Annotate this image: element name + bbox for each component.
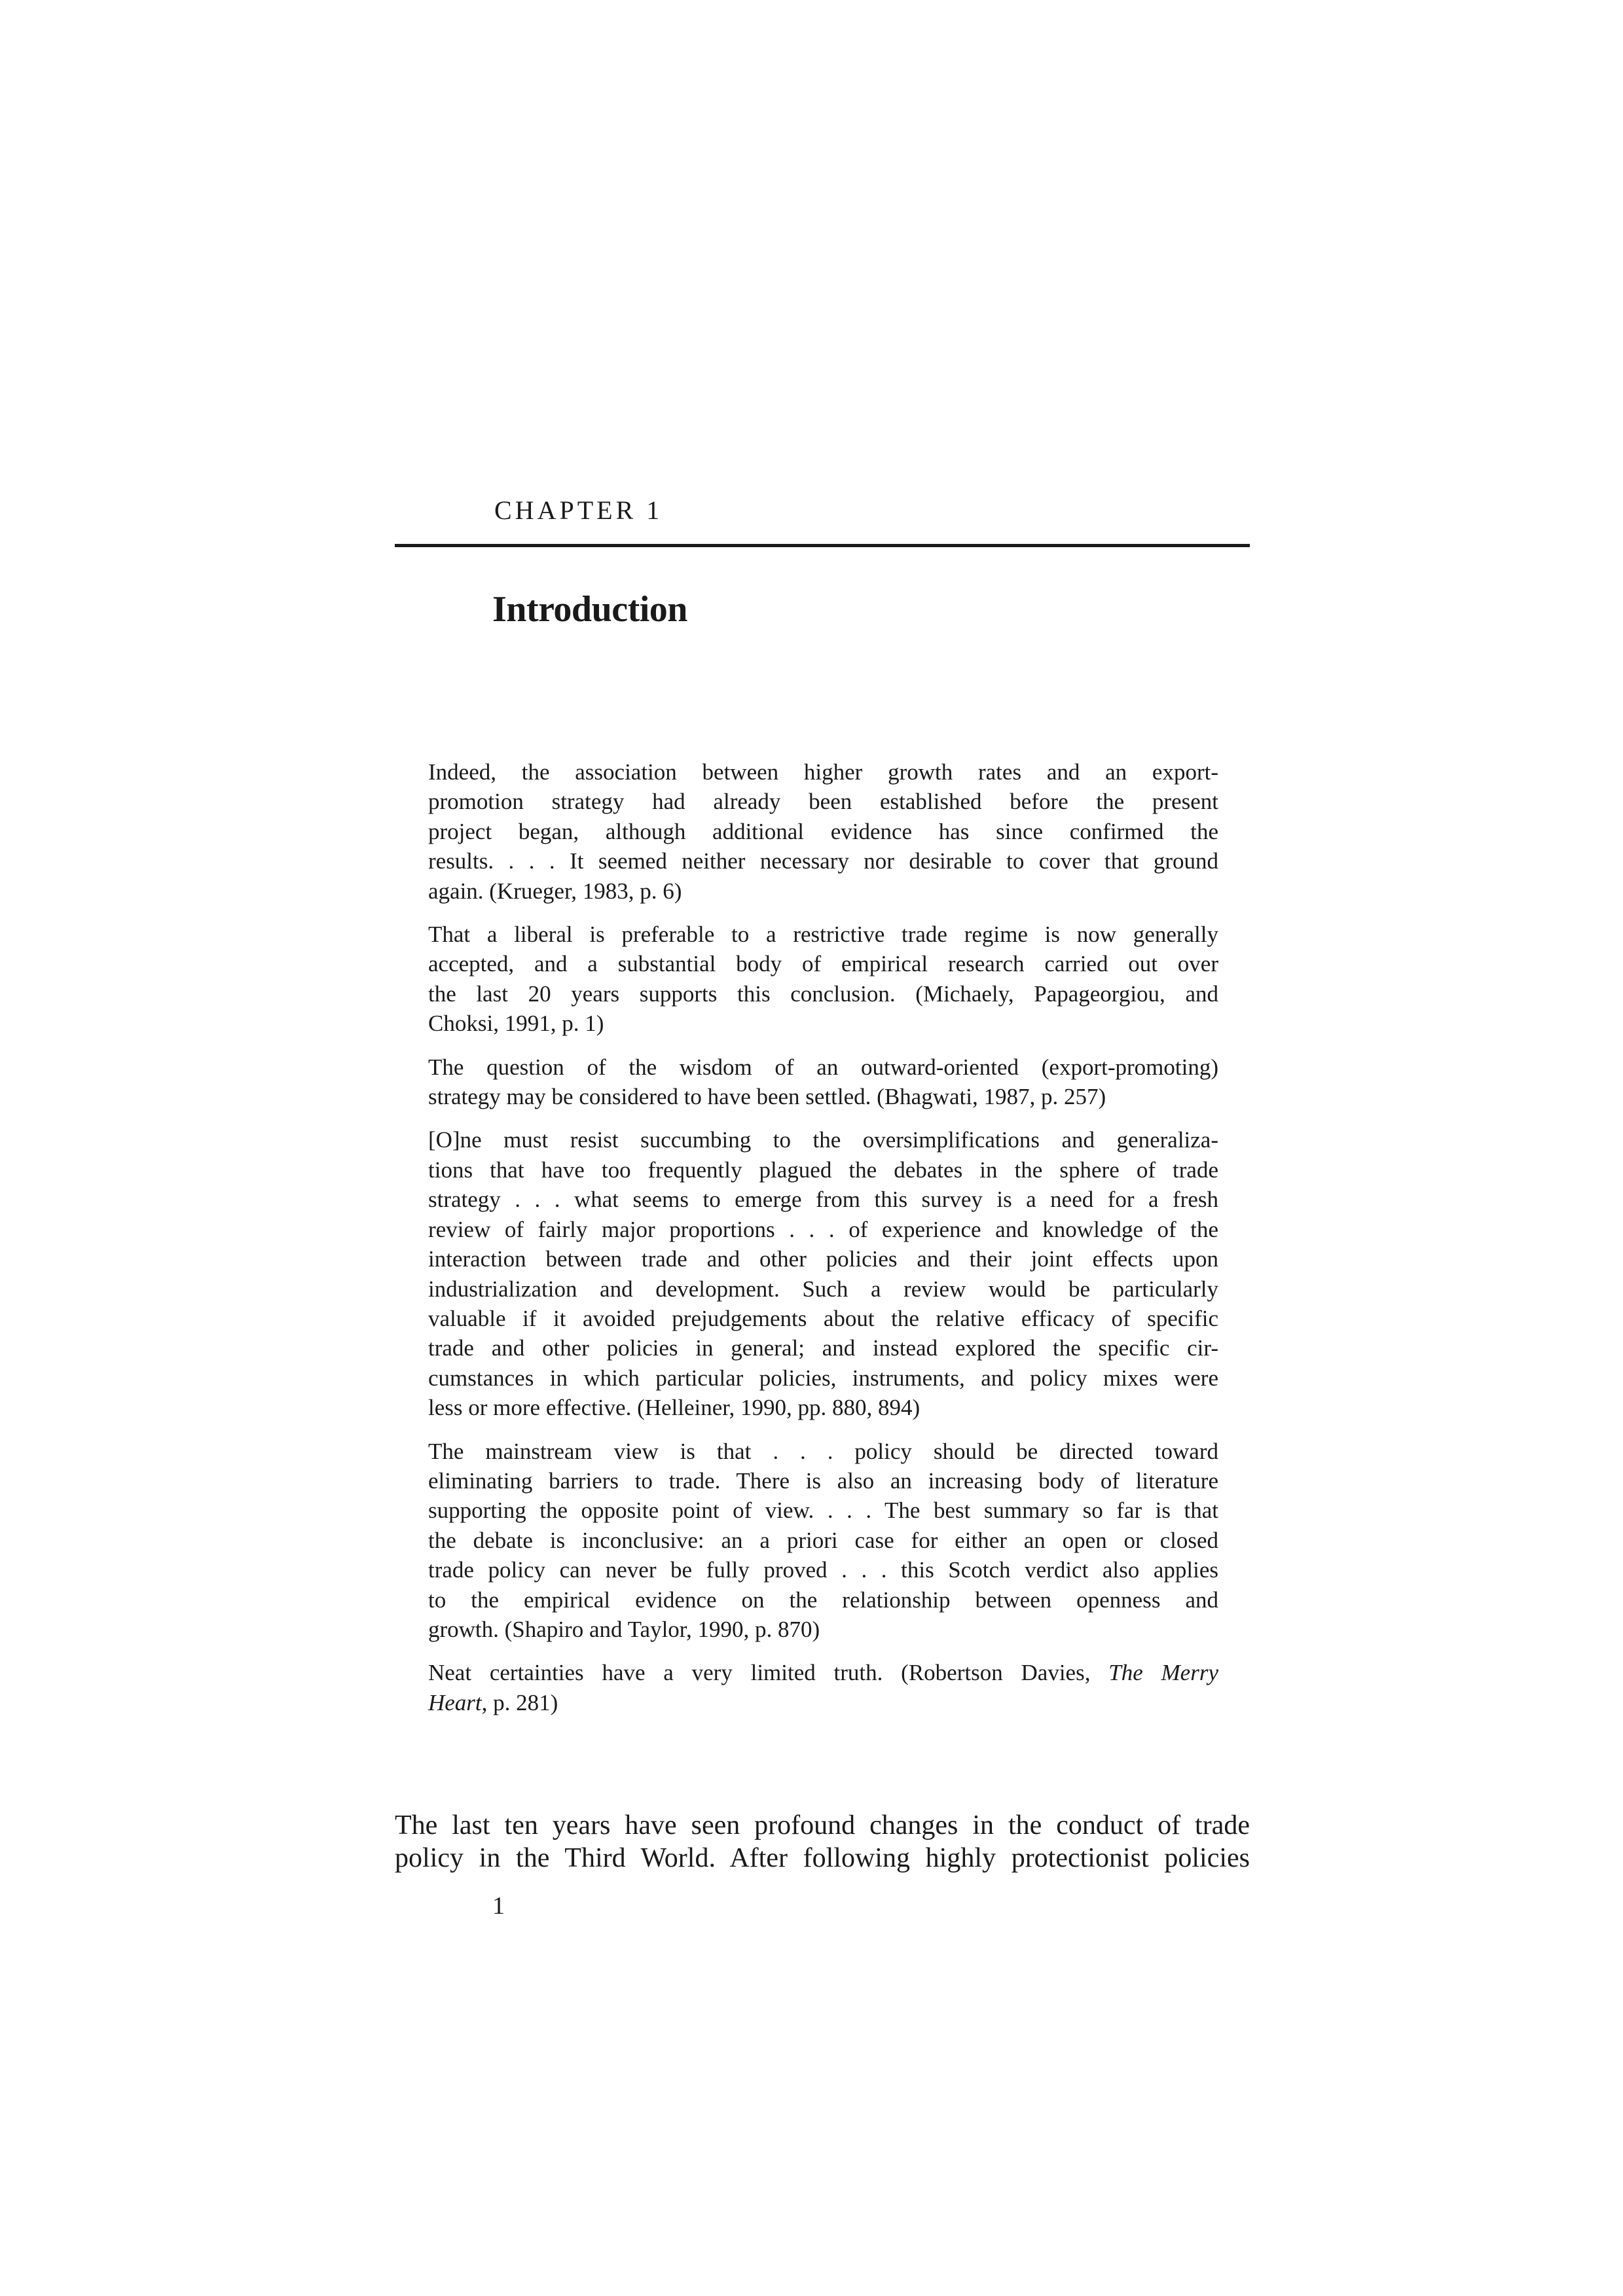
epigraph-line: growth. (Shapiro and Taylor, 1990, p. 870) [428, 1616, 820, 1642]
epigraph-line: tions that have too frequently plagued the debates in the sphere of trade [428, 1157, 1218, 1183]
epigraph-davies [428, 1658, 1218, 1717]
body-line: policy in the Third World. After following highly protectionist policies [395, 1843, 1250, 1873]
epigraph-line: valuable if it avoided prejudgements about the relative efficacy of specific [428, 1305, 1218, 1331]
epigraph-line: That a liberal is preferable to a restrictive trade regime is now generally [428, 922, 1218, 948]
epigraph-line: less or more effective. (Helleiner, 1990, pp. 880, 894) [428, 1395, 921, 1421]
epigraph-line: Neat certainties have a very limited truth. (Robertson Davies, The Merry [428, 1660, 1218, 1686]
epigraph-line: to the empirical evidence on the relationship between openness and [428, 1587, 1218, 1613]
chapter-divider [395, 544, 1250, 547]
epigraph-line: Heart, p. 281) [428, 1689, 558, 1715]
epigraph-line: trade and other policies in general; and instead explored the specific cir- [428, 1335, 1218, 1361]
epigraph-line: The mainstream view is that . . . policy should be directed toward [428, 1438, 1218, 1464]
epigraph-line: results. . . . It seemed neither necessary nor desirable to cover that ground [428, 848, 1218, 874]
epigraph-line: Choksi, 1991, p. 1) [428, 1011, 604, 1037]
epigraph-helleiner [428, 1125, 1218, 1422]
epigraph-line: [O]ne must resist succumbing to the oversimplifications and generaliza- [428, 1127, 1218, 1153]
epigraph-line: cumstances in which particular policies, instruments, and policy mixes were [428, 1365, 1218, 1391]
epigraph-line: trade policy can never be fully proved . . . this Scotch verdict also applies [428, 1557, 1218, 1583]
epigraph-line: strategy . . . what seems to emerge from this survey is a need for a fresh [428, 1187, 1218, 1213]
epigraph-line: review of fairly major proportions . . . of experience and knowledge of the [428, 1216, 1218, 1242]
page-number: 1 [492, 1892, 505, 1920]
epigraph-line: industrialization and development. Such a review would be particularly [428, 1276, 1218, 1302]
epigraph-line: strategy may be considered to have been settled. (Bhagwati, 1987, p. 257) [428, 1084, 1106, 1110]
epigraph-line: again. (Krueger, 1983, p. 6) [428, 878, 682, 904]
body-paragraph [395, 1809, 1250, 1874]
epigraph-line: Indeed, the association between higher growth rates and an export- [428, 759, 1218, 785]
epigraph-shapiro-taylor [428, 1437, 1218, 1645]
epigraph-line: accepted, and a substantial body of empirical research carried out over [428, 951, 1218, 977]
epigraph-line: interaction between trade and other policies and their joint effects upon [428, 1246, 1218, 1272]
epigraph-line: the last 20 years supports this conclusion. (Michaely, Papageorgiou, and [428, 980, 1218, 1007]
epigraph-section [428, 757, 1218, 1731]
epigraph-line: eliminating barriers to trade. There is also an increasing body of literature [428, 1467, 1218, 1494]
epigraph-line: The question of the wisdom of an outward-oriented (export-promoting) [428, 1054, 1218, 1080]
epigraph-line: the debate is inconclusive: an a priori case for either an open or closed [428, 1527, 1218, 1553]
body-line: The last ten years have seen profound changes in the conduct of trade [395, 1810, 1250, 1840]
epigraph-bhagwati [428, 1052, 1218, 1112]
chapter-label: CHAPTER 1 [494, 495, 663, 525]
chapter-title: Introduction [492, 589, 687, 630]
epigraph-line: promotion strategy had already been established before the present [428, 789, 1218, 815]
epigraph-krueger [428, 757, 1218, 906]
epigraph-line: project began, although additional evidence has since confirmed the [428, 818, 1218, 844]
epigraph-michaely [428, 920, 1218, 1039]
epigraph-line: supporting the opposite point of view. . . . The best summary so far is that [428, 1498, 1218, 1524]
